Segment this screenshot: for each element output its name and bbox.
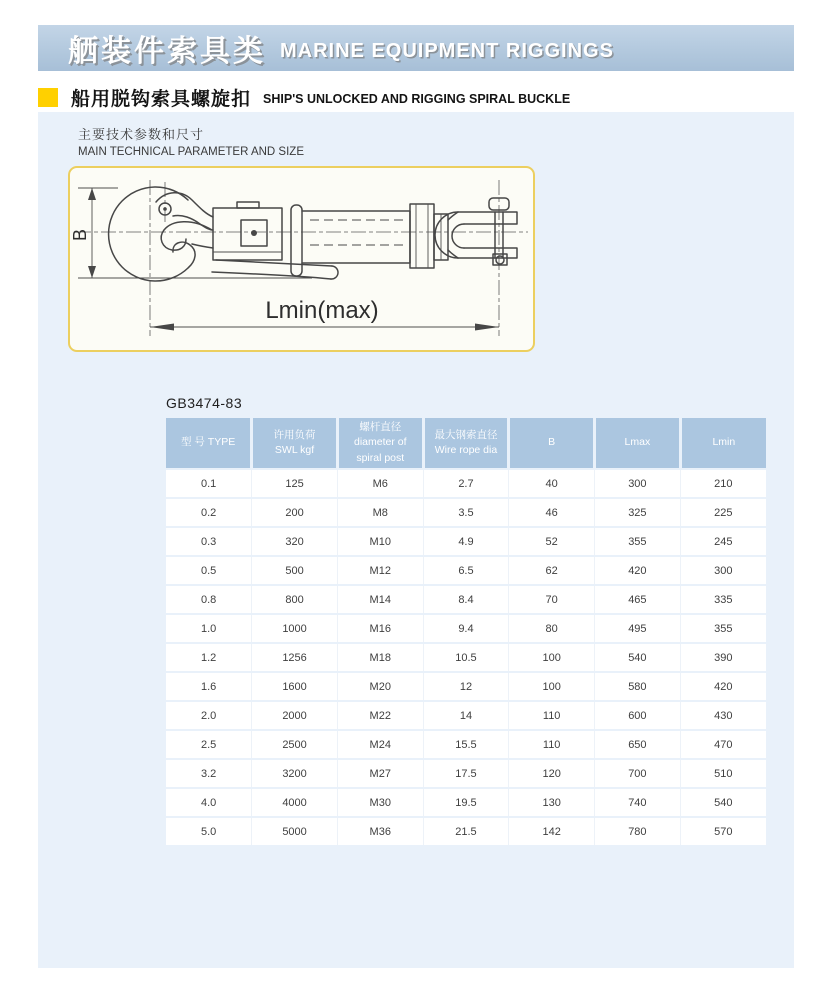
table-cell: 510: [680, 759, 766, 788]
table-row: [166, 614, 766, 643]
table-cell: 580: [595, 672, 681, 701]
column-header: 许用负荷 SWL kgf: [252, 418, 338, 469]
table-cell: 0.3: [166, 527, 252, 556]
table-cell: 100: [509, 672, 595, 701]
table-cell: 390: [680, 643, 766, 672]
table-cell: 3.5: [423, 498, 509, 527]
table-row: [166, 556, 766, 585]
table-cell: 355: [680, 614, 766, 643]
standard-code: GB3474-83: [166, 395, 243, 411]
table-cell: 10.5: [423, 643, 509, 672]
table-cell: 0.2: [166, 498, 252, 527]
column-header: 螺杆直径 diameter of spiral post: [337, 418, 423, 469]
table-cell: 52: [509, 527, 595, 556]
column-header: B: [509, 418, 595, 469]
table-cell: 62: [509, 556, 595, 585]
table-row: [166, 672, 766, 701]
table-cell: M6: [337, 469, 423, 498]
table-cell: M8: [337, 498, 423, 527]
table-cell: 100: [509, 643, 595, 672]
end-nut-drawing: [410, 204, 448, 268]
table-cell: M27: [337, 759, 423, 788]
table-cell: 0.5: [166, 556, 252, 585]
header-bar: [38, 25, 794, 71]
table-cell: 1.2: [166, 643, 252, 672]
table-cell: 320: [252, 527, 338, 556]
table-cell: 325: [595, 498, 681, 527]
table-cell: M24: [337, 730, 423, 759]
spec-table: [166, 418, 766, 845]
table-cell: 80: [509, 614, 595, 643]
table-cell: 465: [595, 585, 681, 614]
table-cell: M14: [337, 585, 423, 614]
table-cell: 125: [252, 469, 338, 498]
spec-table-head: [166, 418, 766, 469]
table-cell: 8.4: [423, 585, 509, 614]
section-title-zh: 船用脱钩索具螺旋扣: [71, 89, 252, 110]
table-row: [166, 498, 766, 527]
table-cell: 600: [595, 701, 681, 730]
table-cell: 0.1: [166, 469, 252, 498]
table-cell: 1000: [252, 614, 338, 643]
table-row: [166, 788, 766, 817]
table-row: [166, 817, 766, 845]
table-cell: 2.0: [166, 701, 252, 730]
table-cell: 14: [423, 701, 509, 730]
table-cell: 470: [680, 730, 766, 759]
table-cell: 2500: [252, 730, 338, 759]
table-cell: 4.9: [423, 527, 509, 556]
hook-drawing: [109, 187, 213, 281]
table-cell: M18: [337, 643, 423, 672]
table-row: [166, 585, 766, 614]
dimension-label-b: B: [70, 228, 90, 241]
table-cell: 500: [252, 556, 338, 585]
table-cell: 430: [680, 701, 766, 730]
table-cell: 130: [509, 788, 595, 817]
table-cell: 19.5: [423, 788, 509, 817]
table-cell: 40: [509, 469, 595, 498]
table-cell: 1.6: [166, 672, 252, 701]
table-cell: 540: [680, 788, 766, 817]
column-header: Lmax: [595, 418, 681, 469]
table-cell: 17.5: [423, 759, 509, 788]
table-cell: M30: [337, 788, 423, 817]
table-cell: 800: [252, 585, 338, 614]
subsection-title-zh: 主要技术参数和尺寸: [78, 127, 205, 142]
table-cell: 200: [252, 498, 338, 527]
table-row: [166, 701, 766, 730]
table-cell: 4000: [252, 788, 338, 817]
table-cell: 9.4: [423, 614, 509, 643]
content-panel: [38, 112, 794, 968]
table-row: [166, 759, 766, 788]
section-bullet-icon: [38, 88, 58, 107]
table-cell: 5.0: [166, 817, 252, 845]
section-title-en: SHIP'S UNLOCKED AND RIGGING SPIRAL BUCKLE: [263, 91, 571, 106]
table-cell: 110: [509, 730, 595, 759]
page-title-zh: 舾装件索具类: [68, 35, 266, 68]
section-title-row: [38, 84, 570, 111]
table-cell: 2.7: [423, 469, 509, 498]
table-cell: 1.0: [166, 614, 252, 643]
turnbuckle-body-drawing: [302, 211, 410, 263]
table-cell: 0.8: [166, 585, 252, 614]
table-cell: 780: [595, 817, 681, 845]
table-cell: 46: [509, 498, 595, 527]
table-cell: 3.2: [166, 759, 252, 788]
subsection-heading: [78, 124, 304, 158]
table-cell: 300: [595, 469, 681, 498]
table-row: [166, 730, 766, 759]
table-cell: M20: [337, 672, 423, 701]
dimension-label-lmin: Lmin(max): [265, 297, 379, 324]
table-row: [166, 527, 766, 556]
table-cell: 5000: [252, 817, 338, 845]
table-cell: M16: [337, 614, 423, 643]
table-cell: 6.5: [423, 556, 509, 585]
column-header: Lmin: [680, 418, 766, 469]
table-cell: 21.5: [423, 817, 509, 845]
table-cell: 335: [680, 585, 766, 614]
table-cell: M12: [337, 556, 423, 585]
table-cell: 225: [680, 498, 766, 527]
table-cell: 15.5: [423, 730, 509, 759]
table-cell: 650: [595, 730, 681, 759]
table-cell: 540: [595, 643, 681, 672]
table-row: [166, 643, 766, 672]
dimension-lmin: [150, 297, 499, 331]
header-row: [166, 418, 766, 469]
table-cell: 70: [509, 585, 595, 614]
table-cell: 210: [680, 469, 766, 498]
spiral-buckle-drawing: [70, 168, 533, 350]
table-cell: 1600: [252, 672, 338, 701]
cotter-pin-hole: [496, 256, 504, 264]
column-header: 型 号 TYPE: [166, 418, 252, 469]
spec-table-body: [166, 469, 766, 845]
table-cell: 355: [595, 527, 681, 556]
table-cell: 740: [595, 788, 681, 817]
subsection-title-en: MAIN TECHNICAL PARAMETER AND SIZE: [78, 146, 304, 158]
diagram-box: [68, 166, 535, 352]
table-cell: 3200: [252, 759, 338, 788]
table-cell: 1256: [252, 643, 338, 672]
page-title-en: MARINE EQUIPMENT RIGGINGS: [280, 39, 614, 62]
table-cell: 570: [680, 817, 766, 845]
table-cell: M22: [337, 701, 423, 730]
column-header: 最大钢索直径 Wire rope dia: [423, 418, 509, 469]
table-cell: 4.0: [166, 788, 252, 817]
table-cell: 110: [509, 701, 595, 730]
table-cell: M10: [337, 527, 423, 556]
table-cell: 700: [595, 759, 681, 788]
release-housing-drawing: [213, 202, 282, 260]
collar-ring-drawing: [291, 205, 302, 276]
table-cell: 300: [680, 556, 766, 585]
table-cell: 142: [509, 817, 595, 845]
table-cell: 420: [595, 556, 681, 585]
table-cell: 420: [680, 672, 766, 701]
table-cell: 495: [595, 614, 681, 643]
table-row: [166, 469, 766, 498]
table-cell: 2000: [252, 701, 338, 730]
table-cell: 12: [423, 672, 509, 701]
table-cell: 2.5: [166, 730, 252, 759]
table-cell: 120: [509, 759, 595, 788]
table-cell: 245: [680, 527, 766, 556]
table-cell: M36: [337, 817, 423, 845]
